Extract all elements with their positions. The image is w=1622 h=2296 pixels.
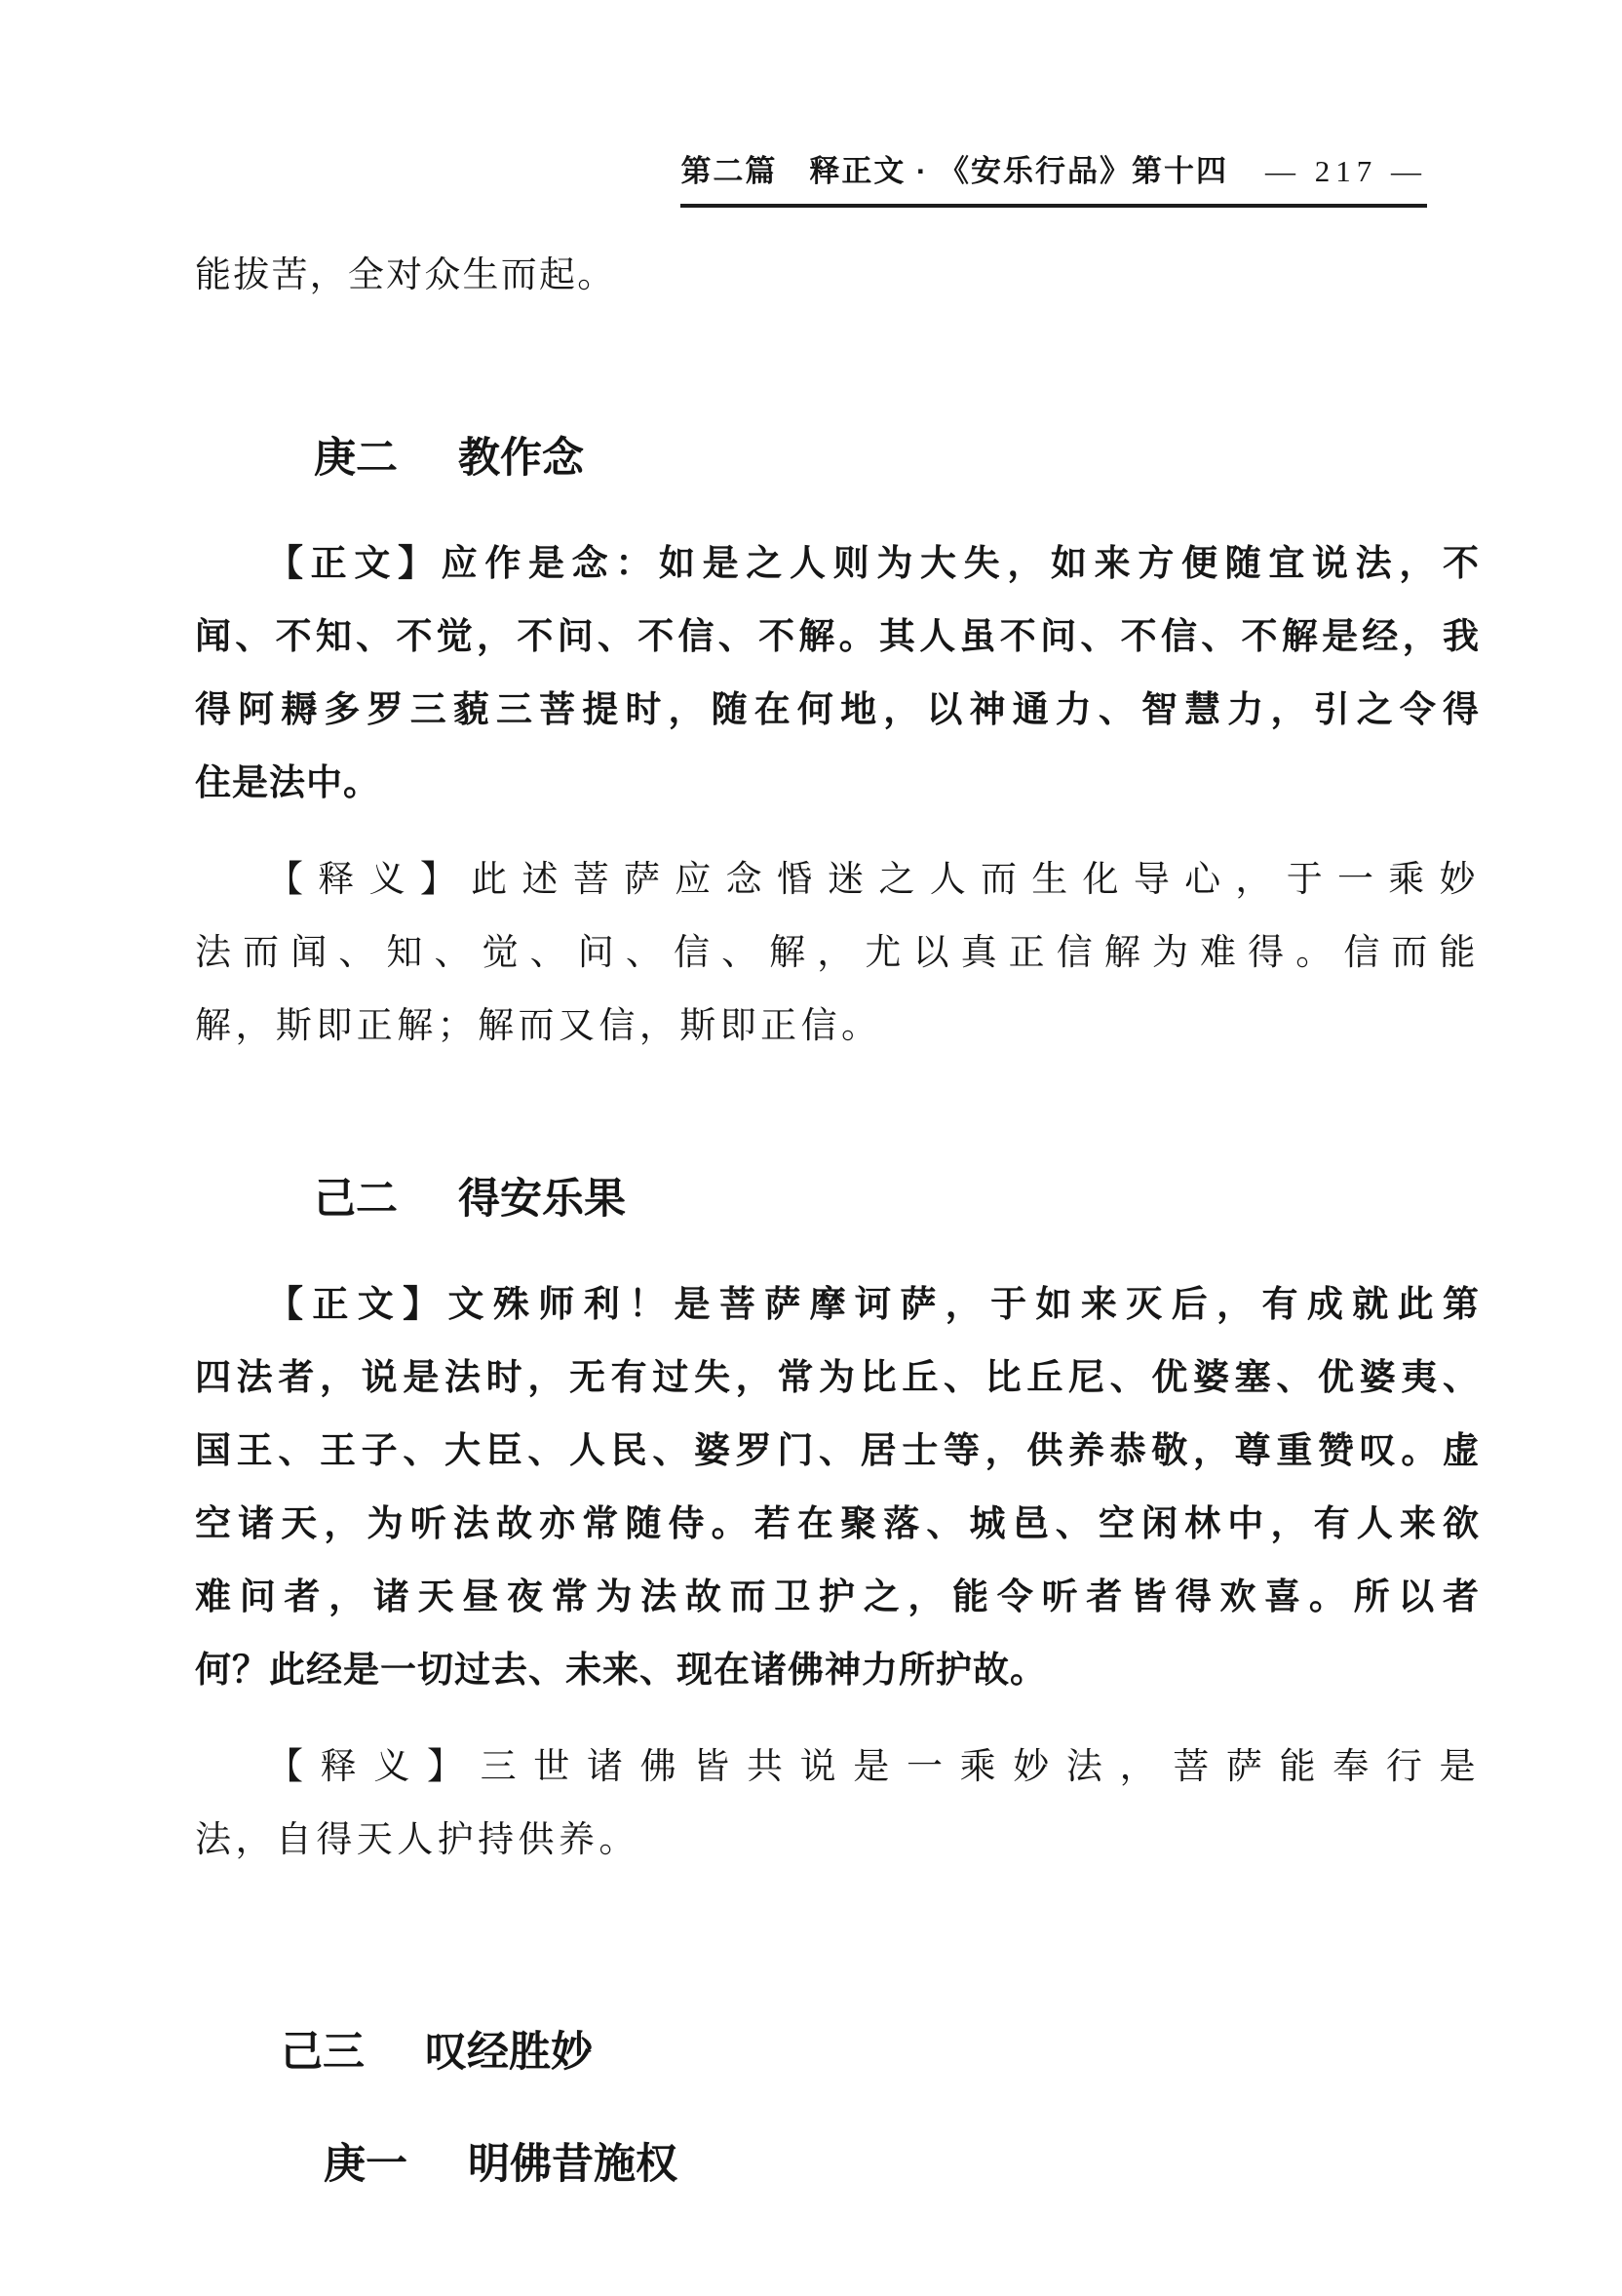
- scripture-line: 【正文】文殊师利！是菩萨摩诃萨，于如来灭后，有成就此第: [267, 1284, 1480, 1324]
- scripture-line: 难问者，诸天昼夜常为法故而卫护之，能令听者皆得欢喜。所以者: [195, 1576, 1480, 1616]
- commentary-line: 【释义】此述菩萨应念惛迷之人而生化导心，于一乘妙: [267, 860, 1480, 900]
- scripture-line: 空诸天，为听法故亦常随侍。若在聚落、城邑、空闲林中，有人来欲: [195, 1503, 1480, 1543]
- page-number: — 217 —: [1265, 154, 1427, 188]
- running-header-title: 第二篇 释正文 · 《安乐行品》第十四: [680, 154, 1228, 188]
- scripture-line: 国王、王子、大臣、人民、婆罗门、居士等，供养恭敬，尊重赞叹。虚: [195, 1430, 1480, 1470]
- text-column: [195, 239, 1480, 2194]
- heading-number: 庚一: [324, 2141, 407, 2188]
- scripture-line: 闻、不知、不觉，不问、不信、不解。其人虽不问、不信、不解是经，我: [195, 616, 1480, 656]
- heading-title: 明佛昔施权: [468, 2141, 677, 2188]
- heading-title: 教作念: [458, 435, 584, 482]
- heading-title: 得安乐果: [458, 1176, 626, 1223]
- heading-number: 庚二: [314, 435, 398, 482]
- section-heading-ji3: [281, 2023, 1480, 2082]
- scripture-line: 【正文】应作是念：如是之人则为大失，如来方便随宜说法，不: [267, 543, 1480, 583]
- commentary-paragraph-1: [195, 843, 1480, 1063]
- heading-number: 己二: [314, 1176, 398, 1223]
- commentary-line: 能拔苦，全对众生而起。: [195, 255, 616, 295]
- scripture-paragraph-2: [195, 1267, 1480, 1706]
- scripture-paragraph-1: [195, 526, 1480, 819]
- section-heading-ji2: [314, 1170, 1480, 1228]
- scripture-line: 何？此经是一切过去、未来、现在诸佛神力所护故。: [195, 1650, 1047, 1690]
- running-header: [680, 146, 1427, 208]
- heading-title: 叹经胜妙: [425, 2029, 593, 2076]
- scripture-line: 住是法中。: [195, 762, 380, 802]
- section-heading-geng2: [314, 429, 1480, 487]
- continuation-paragraph: [195, 239, 1480, 312]
- section-heading-geng1: [324, 2135, 1480, 2194]
- commentary-line: 【释义】三世诸佛皆共说是一乘妙法，菩萨能奉行是: [267, 1747, 1480, 1787]
- commentary-line: 法，自得天人护持供养。: [195, 1820, 639, 1860]
- commentary-paragraph-2: [195, 1731, 1480, 1877]
- scripture-line: 得阿耨多罗三藐三菩提时，随在何地，以神通力、智慧力，引之令得: [195, 689, 1480, 729]
- heading-number: 己三: [281, 2029, 365, 2076]
- scripture-line: 四法者，说是法时，无有过失，常为比丘、比丘尼、优婆塞、优婆夷、: [195, 1357, 1480, 1397]
- commentary-line: 法而闻、知、觉、问、信、解，尤以真正信解为难得。信而能: [195, 933, 1480, 973]
- commentary-line: 解，斯即正解；解而又信，斯即正信。: [195, 1006, 882, 1046]
